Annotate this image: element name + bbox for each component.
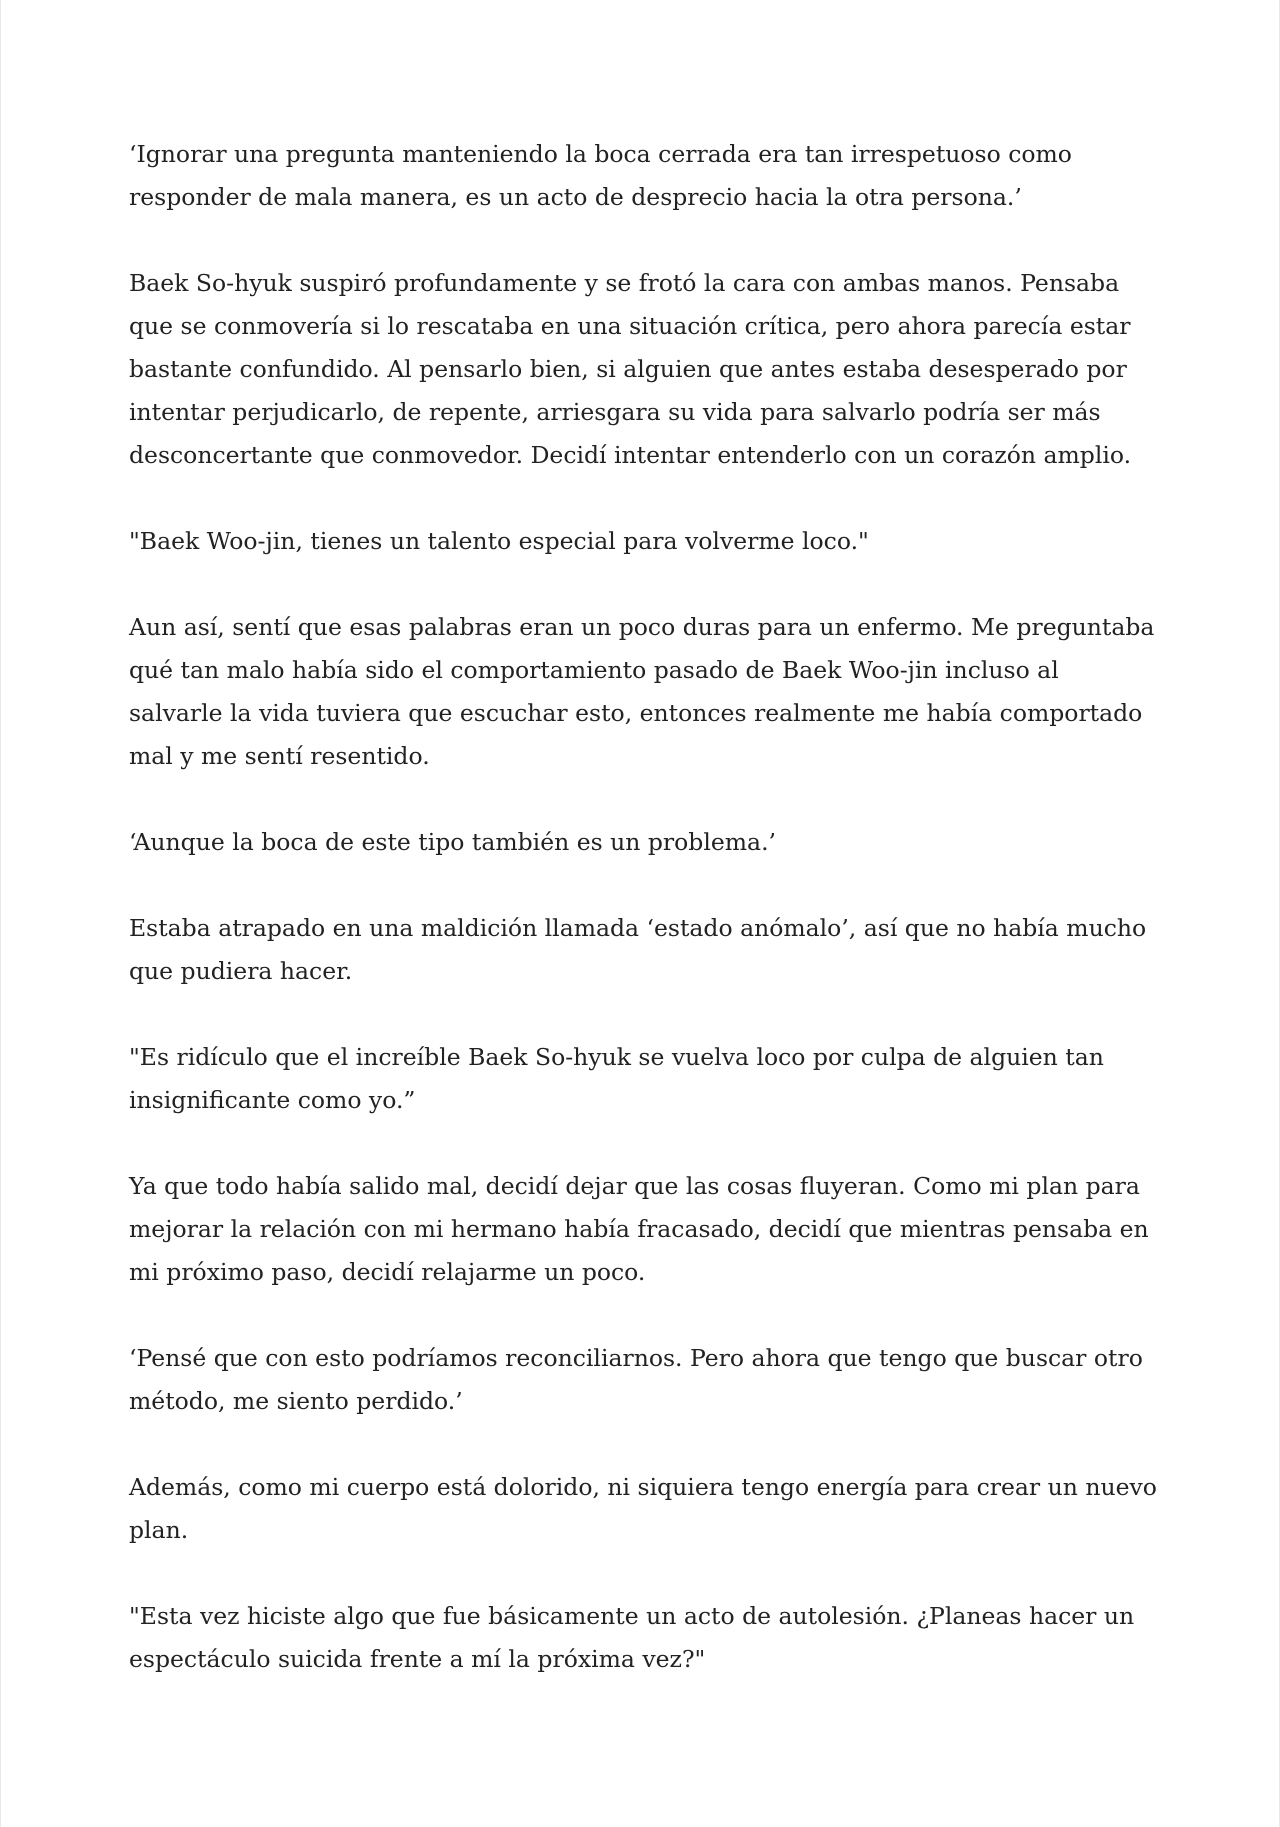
paragraph: Aun así, sentí que esas palabras eran un poco duras para un enfermo. Me preguntaba qué tan malo había sido el comportamiento pasado de Baek Woo-jin incluso al salvarle la vida tuviera que escuchar esto, entonces realmente me había comportado mal y me sentí resentido. [129, 613, 1155, 770]
paragraph: "Es ridículo que el increíble Baek So-hyuk se vuelva loco por culpa de alguien tan insignificante como yo.” [129, 1043, 1104, 1114]
paragraph: "Baek Woo-jin, tienes un talento especial para volverme loco." [129, 527, 869, 555]
paragraph: Además, como mi cuerpo está dolorido, ni siquiera tengo energía para crear un nuevo plan. [129, 1473, 1157, 1544]
paragraph: ‘Aunque la boca de este tipo también es un problema.’ [129, 828, 777, 856]
document-body [129, 133, 1159, 1681]
paragraph: Baek So-hyuk suspiró profundamente y se frotó la cara con ambas manos. Pensaba que se conmovería si lo rescataba en una situación crítica, pero ahora parecía estar bastante confundido. Al pensarlo bien, si alguien que antes estaba desesperado por intentar perjudicarlo, de repente, arriesgara su vida para salvarlo podría ser más desconcertante que conmovedor. Decidí intentar entenderlo con un corazón amplio. [129, 269, 1132, 469]
paragraph: Ya que todo había salido mal, decidí dejar que las cosas fluyeran. Como mi plan para mejorar la relación con mi hermano había fracasado, decidí que mientras pensaba en mi próximo paso, decidí relajarme un poco. [129, 1172, 1149, 1286]
paragraph: ‘Ignorar una pregunta manteniendo la boca cerrada era tan irrespetuoso como responder de mala manera, es un acto de desprecio hacia la otra persona.’ [129, 140, 1072, 211]
paragraph: Estaba atrapado en una maldición llamada ‘estado anómalo’, así que no había mucho que pudiera hacer. [129, 914, 1147, 985]
paragraph: ‘Pensé que con esto podríamos reconciliarnos. Pero ahora que tengo que buscar otro método, me siento perdido.’ [129, 1344, 1143, 1415]
paragraph: "Esta vez hiciste algo que fue básicamente un acto de autolesión. ¿Planeas hacer un espectáculo suicida frente a mí la próxima vez?" [129, 1602, 1135, 1673]
